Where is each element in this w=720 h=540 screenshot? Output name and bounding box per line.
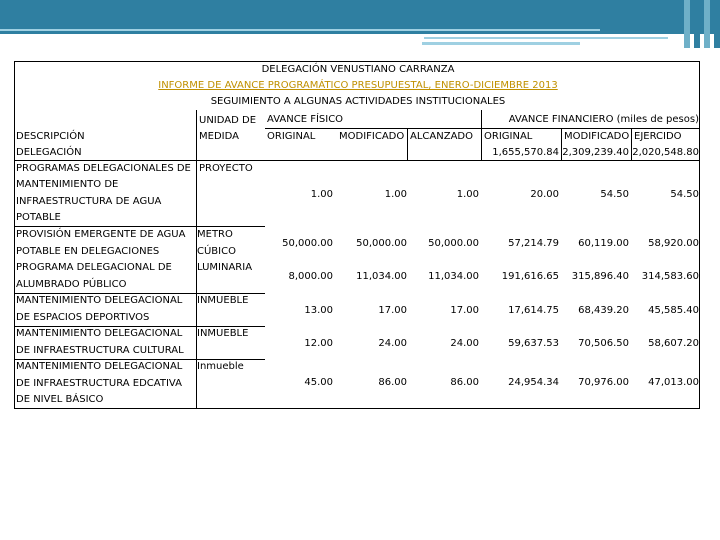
row-phys-achieved: 11,034.00 (428, 271, 479, 282)
row-unit: LUMINARIA (197, 262, 253, 273)
row-fin-original: 59,637.53 (508, 338, 559, 349)
row-description: PROGRAMA DELEGACIONAL DE ALUMBRADO PÚBLICO (16, 262, 172, 290)
row-phys-achieved: 50,000.00 (428, 238, 479, 249)
total-fin-modified: 2,309,239.40 (562, 147, 629, 158)
programs-header-unit: PROYECTO (199, 163, 253, 174)
fin-modified-header: MODIFICADO (564, 131, 630, 142)
report-title: DELEGACIÓN VENUSTIANO CARRANZA (261, 64, 455, 75)
row-fin-modified: 70,506.50 (578, 338, 629, 349)
row-phys-original: 13.00 (304, 305, 333, 316)
row-unit: INMUEBLE (197, 295, 249, 306)
phys-achieved-header: ALCANZADO (410, 131, 473, 142)
total-fin-exercised: 2,020,548.80 (632, 147, 699, 158)
row-description: MANTENIMIENTO DELEGACIONAL DE ESPACIOS DEPORTIVOS (16, 295, 183, 323)
row-fin-exercised: 47,013.00 (648, 377, 699, 388)
row-phys-achieved: 17.00 (450, 305, 479, 316)
row-phys-original: 50,000.00 (282, 238, 333, 249)
row-description: MANTENIMIENTO DE INFRAESTRUCTURA DE AGUA POTABLE (16, 179, 162, 223)
row-phys-achieved: 86.00 (450, 377, 479, 388)
financial-group-header: AVANCE FINANCIERO (miles de pesos) (508, 114, 699, 125)
row-fin-modified: 54.50 (600, 189, 629, 200)
fin-original-header: ORIGINAL (484, 131, 533, 142)
description-header: DESCRIPCIÓN (16, 131, 85, 142)
accent-line-2 (422, 42, 580, 45)
row-phys-modified: 1.00 (384, 189, 407, 200)
row-description: PROVISIÓN EMERGENTE DE AGUA POTABLE EN DELEGACIONES (16, 229, 186, 257)
progress-report-table (14, 61, 700, 409)
col-separator-alcanzado (407, 128, 408, 160)
row-fin-exercised: 314,583.60 (641, 271, 699, 282)
slide-header-bar (0, 0, 720, 34)
physical-group-header: AVANCE FÍSICO (267, 114, 344, 125)
row-fin-exercised: 58,607.20 (648, 338, 699, 349)
row-phys-original: 45.00 (304, 377, 333, 388)
report-subtitle: INFORME DE AVANCE PROGRAMÁTICO PRESUPUESTAL, ENERO-DICIEMBRE 2013 (158, 80, 558, 91)
row-fin-original: 24,954.34 (508, 377, 559, 388)
phys-modified-header: MODIFICADO (339, 131, 405, 142)
row-unit: INMUEBLE (197, 328, 249, 339)
row-description: MANTENIMIENTO DELEGACIONAL DE INFRAESTRUCTURA CULTURAL (16, 328, 184, 356)
unit-header-line2: MEDIDA (199, 131, 239, 142)
row-fin-modified: 315,896.40 (571, 271, 629, 282)
report-section: SEGUIMIENTO A ALGUNAS ACTIVIDADES INSTITUCIONALES (210, 96, 506, 107)
row-phys-modified: 11,034.00 (356, 271, 407, 282)
unit-header-line1: UNIDAD DE (199, 115, 257, 126)
header-accent-line (0, 29, 600, 31)
fin-exercised-header: EJERCIDO (634, 131, 682, 142)
phys-original-header: ORIGINAL (267, 131, 316, 142)
row-fin-modified: 70,976.00 (578, 377, 629, 388)
row-phys-modified: 17.00 (378, 305, 407, 316)
programs-header-label: PROGRAMAS DELEGACIONALES DE (16, 163, 191, 174)
row-unit: METRO CÚBICO (197, 229, 236, 257)
row-fin-original: 17,614.75 (508, 305, 559, 316)
row-fin-exercised: 58,920.00 (648, 238, 699, 249)
corner-decoration (680, 0, 720, 48)
row-phys-achieved: 24.00 (450, 338, 479, 349)
row-fin-modified: 60,119.00 (578, 238, 629, 249)
row-phys-modified: 86.00 (378, 377, 407, 388)
row-fin-original: 57,214.79 (508, 238, 559, 249)
row-fin-modified: 68,439.20 (578, 305, 629, 316)
total-row-label: DELEGACIÓN (16, 147, 82, 158)
row-fin-original: 20.00 (530, 189, 559, 200)
row-unit: Inmueble (197, 361, 244, 372)
row-phys-original: 8,000.00 (288, 271, 333, 282)
row-fin-original: 191,616.65 (501, 271, 559, 282)
row-phys-modified: 50,000.00 (356, 238, 407, 249)
row-fin-exercised: 45,585.40 (648, 305, 699, 316)
row-fin-exercised: 54.50 (670, 189, 699, 200)
accent-line-1 (424, 37, 668, 39)
total-fin-original: 1,655,570.84 (492, 147, 559, 158)
row-phys-original: 1.00 (310, 189, 333, 200)
row-phys-modified: 24.00 (378, 338, 407, 349)
row-phys-original: 12.00 (304, 338, 333, 349)
row-phys-achieved: 1.00 (456, 189, 479, 200)
row-description: MANTENIMIENTO DELEGACIONAL DE INFRAESTRUCTURA EDCATIVA DE NIVEL BÁSICO (16, 361, 183, 405)
